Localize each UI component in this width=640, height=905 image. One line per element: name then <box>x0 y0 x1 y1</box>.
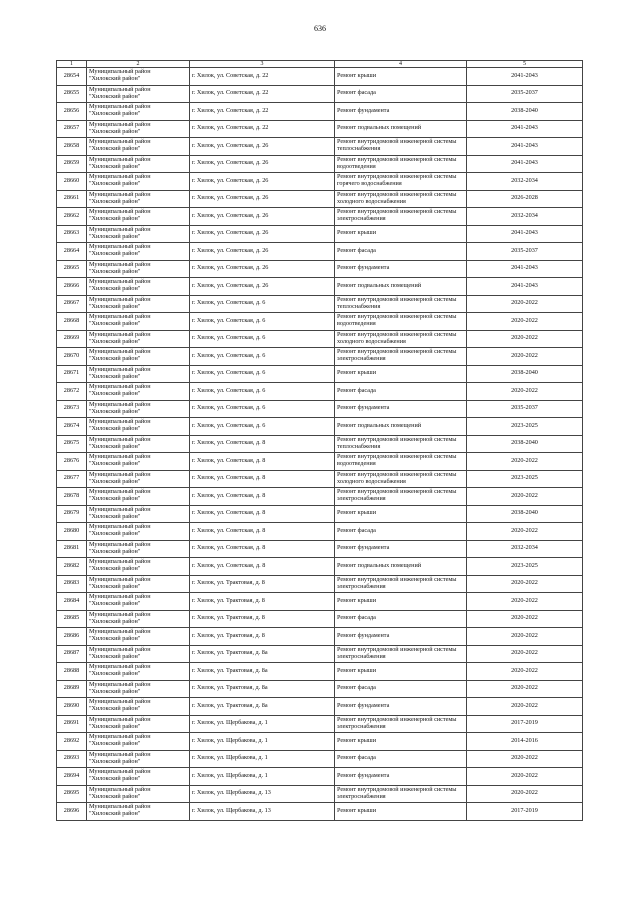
period-cell: 2038-2040 <box>467 435 583 453</box>
address-cell: г. Хилок, ул. Трактовая, д. 8 <box>190 610 335 628</box>
address-cell: г. Хилок, ул. Щербакова, д. 13 <box>190 785 335 803</box>
work-type-cell: Ремонт внутридомовой инженерной системы водоотведения <box>335 155 467 173</box>
address-cell: г. Хилок, ул. Трактовая, д. 8а <box>190 680 335 698</box>
row-number: 28658 <box>57 138 87 156</box>
table-row <box>57 173 583 191</box>
table-row <box>57 453 583 471</box>
period-cell: 2038-2040 <box>467 365 583 383</box>
address-cell: г. Хилок, ул. Советская, д. 6 <box>190 400 335 418</box>
table-row <box>57 523 583 541</box>
address-cell: г. Хилок, ул. Трактовая, д. 8а <box>190 698 335 716</box>
municipality-cell: Муниципальный район "Хилокский район" <box>87 173 190 191</box>
table-row <box>57 85 583 103</box>
work-type-cell: Ремонт внутридомовой инженерной системы водоотведения <box>335 453 467 471</box>
work-type-cell: Ремонт крыши <box>335 663 467 681</box>
municipality-cell: Муниципальный район "Хилокский район" <box>87 120 190 138</box>
work-type-cell: Ремонт фундамента <box>335 400 467 418</box>
table-row <box>57 593 583 611</box>
row-number: 28660 <box>57 173 87 191</box>
work-type-cell: Ремонт внутридомовой инженерной системы электроснабжения <box>335 715 467 733</box>
page-number: 636 <box>314 24 326 33</box>
address-cell: г. Хилок, ул. Трактовая, д. 8а <box>190 663 335 681</box>
row-number: 28693 <box>57 750 87 768</box>
municipality-cell: Муниципальный район "Хилокский район" <box>87 663 190 681</box>
work-type-cell: Ремонт фасада <box>335 85 467 103</box>
period-cell: 2035-2037 <box>467 400 583 418</box>
row-number: 28674 <box>57 418 87 436</box>
municipality-cell: Муниципальный район "Хилокский район" <box>87 645 190 663</box>
address-cell: г. Хилок, ул. Трактовая, д. 8 <box>190 593 335 611</box>
municipality-cell: Муниципальный район "Хилокский район" <box>87 418 190 436</box>
row-number: 28684 <box>57 593 87 611</box>
municipality-cell: Муниципальный район "Хилокский район" <box>87 225 190 243</box>
work-type-cell: Ремонт фасада <box>335 243 467 261</box>
municipality-cell: Муниципальный район "Хилокский район" <box>87 628 190 646</box>
work-type-cell: Ремонт крыши <box>335 505 467 523</box>
address-cell: г. Хилок, ул. Советская, д. 6 <box>190 295 335 313</box>
work-type-cell: Ремонт фундамента <box>335 540 467 558</box>
period-cell: 2020-2022 <box>467 628 583 646</box>
work-type-cell: Ремонт крыши <box>335 68 467 86</box>
row-number: 28689 <box>57 680 87 698</box>
address-cell: г. Хилок, ул. Советская, д. 22 <box>190 68 335 86</box>
period-cell: 2017-2019 <box>467 803 583 821</box>
table-row <box>57 225 583 243</box>
work-type-cell: Ремонт крыши <box>335 225 467 243</box>
municipality-cell: Муниципальный район "Хилокский район" <box>87 785 190 803</box>
work-type-cell: Ремонт крыши <box>335 365 467 383</box>
municipality-cell: Муниципальный район "Хилокский район" <box>87 330 190 348</box>
header-row <box>57 61 583 68</box>
municipality-cell: Муниципальный район "Хилокский район" <box>87 540 190 558</box>
work-type-cell: Ремонт внутридомовой инженерной системы электроснабжения <box>335 208 467 226</box>
work-type-cell: Ремонт внутридомовой инженерной системы теплоснабжения <box>335 138 467 156</box>
table-row <box>57 348 583 366</box>
work-type-cell: Ремонт подвальных помещений <box>335 418 467 436</box>
address-cell: г. Хилок, ул. Щербакова, д. 1 <box>190 733 335 751</box>
municipality-cell: Муниципальный район "Хилокский район" <box>87 733 190 751</box>
period-cell: 2032-2034 <box>467 208 583 226</box>
table-row <box>57 120 583 138</box>
table-row <box>57 733 583 751</box>
period-cell: 2020-2022 <box>467 610 583 628</box>
period-cell: 2020-2022 <box>467 663 583 681</box>
row-number: 28663 <box>57 225 87 243</box>
column-header: 5 <box>467 61 583 68</box>
municipality-cell: Муниципальный район "Хилокский район" <box>87 470 190 488</box>
municipality-cell: Муниципальный район "Хилокский район" <box>87 348 190 366</box>
work-type-cell: Ремонт крыши <box>335 803 467 821</box>
table-row <box>57 138 583 156</box>
work-type-cell: Ремонт фасада <box>335 610 467 628</box>
work-type-cell: Ремонт внутридомовой инженерной системы электроснабжения <box>335 348 467 366</box>
row-number: 28668 <box>57 313 87 331</box>
table-row <box>57 750 583 768</box>
table-row <box>57 768 583 786</box>
period-cell: 2038-2040 <box>467 505 583 523</box>
table-row <box>57 190 583 208</box>
address-cell: г. Хилок, ул. Советская, д. 22 <box>190 85 335 103</box>
table-row <box>57 803 583 821</box>
row-number: 28695 <box>57 785 87 803</box>
row-number: 28667 <box>57 295 87 313</box>
table-row <box>57 435 583 453</box>
work-type-cell: Ремонт фасада <box>335 523 467 541</box>
row-number: 28688 <box>57 663 87 681</box>
table-row <box>57 680 583 698</box>
column-header: 3 <box>190 61 335 68</box>
address-cell: г. Хилок, ул. Советская, д. 26 <box>190 190 335 208</box>
table-row <box>57 715 583 733</box>
period-cell: 2032-2034 <box>467 540 583 558</box>
row-number: 28672 <box>57 383 87 401</box>
row-number: 28677 <box>57 470 87 488</box>
work-type-cell: Ремонт фасада <box>335 750 467 768</box>
municipality-cell: Муниципальный район "Хилокский район" <box>87 488 190 506</box>
work-type-cell: Ремонт подвальных помещений <box>335 278 467 296</box>
row-number: 28662 <box>57 208 87 226</box>
address-cell: г. Хилок, ул. Советская, д. 8 <box>190 558 335 576</box>
row-number: 28661 <box>57 190 87 208</box>
table-row <box>57 68 583 86</box>
table-row <box>57 295 583 313</box>
municipality-cell: Муниципальный район "Хилокский район" <box>87 768 190 786</box>
table-row <box>57 540 583 558</box>
table-row <box>57 383 583 401</box>
work-type-cell: Ремонт внутридомовой инженерной системы электроснабжения <box>335 645 467 663</box>
address-cell: г. Хилок, ул. Советская, д. 8 <box>190 540 335 558</box>
work-type-cell: Ремонт фундамента <box>335 628 467 646</box>
period-cell: 2020-2022 <box>467 575 583 593</box>
work-type-cell: Ремонт внутридомовой инженерной системы электроснабжения <box>335 488 467 506</box>
table-row <box>57 365 583 383</box>
period-cell: 2041-2043 <box>467 155 583 173</box>
municipality-cell: Муниципальный район "Хилокский район" <box>87 750 190 768</box>
row-number: 28655 <box>57 85 87 103</box>
work-type-cell: Ремонт внутридомовой инженерной системы водоотведения <box>335 313 467 331</box>
period-cell: 2038-2040 <box>467 103 583 121</box>
work-type-cell: Ремонт фасада <box>335 680 467 698</box>
period-cell: 2041-2043 <box>467 120 583 138</box>
table-row <box>57 785 583 803</box>
address-cell: г. Хилок, ул. Щербакова, д. 1 <box>190 768 335 786</box>
period-cell: 2020-2022 <box>467 295 583 313</box>
address-cell: г. Хилок, ул. Советская, д. 8 <box>190 470 335 488</box>
row-number: 28665 <box>57 260 87 278</box>
period-cell: 2020-2022 <box>467 523 583 541</box>
work-type-cell: Ремонт фундамента <box>335 698 467 716</box>
row-number: 28691 <box>57 715 87 733</box>
municipality-cell: Муниципальный район "Хилокский район" <box>87 138 190 156</box>
municipality-cell: Муниципальный район "Хилокский район" <box>87 190 190 208</box>
table-row <box>57 558 583 576</box>
municipality-cell: Муниципальный район "Хилокский район" <box>87 575 190 593</box>
row-number: 28656 <box>57 103 87 121</box>
municipality-cell: Муниципальный район "Хилокский район" <box>87 155 190 173</box>
table-row <box>57 645 583 663</box>
period-cell: 2020-2022 <box>467 453 583 471</box>
address-cell: г. Хилок, ул. Трактовая, д. 8 <box>190 628 335 646</box>
table-row <box>57 103 583 121</box>
address-cell: г. Хилок, ул. Советская, д. 6 <box>190 418 335 436</box>
row-number: 28680 <box>57 523 87 541</box>
address-cell: г. Хилок, ул. Советская, д. 26 <box>190 138 335 156</box>
table-row <box>57 698 583 716</box>
row-number: 28682 <box>57 558 87 576</box>
address-cell: г. Хилок, ул. Трактовая, д. 8а <box>190 645 335 663</box>
municipality-cell: Муниципальный район "Хилокский район" <box>87 593 190 611</box>
table-row <box>57 610 583 628</box>
period-cell: 2041-2043 <box>467 68 583 86</box>
municipality-cell: Муниципальный район "Хилокский район" <box>87 558 190 576</box>
address-cell: г. Хилок, ул. Советская, д. 8 <box>190 488 335 506</box>
municipality-cell: Муниципальный район "Хилокский район" <box>87 610 190 628</box>
row-number: 28664 <box>57 243 87 261</box>
municipality-cell: Муниципальный район "Хилокский район" <box>87 85 190 103</box>
municipality-cell: Муниципальный район "Хилокский район" <box>87 103 190 121</box>
table-row <box>57 418 583 436</box>
row-number: 28681 <box>57 540 87 558</box>
register-table <box>56 60 583 821</box>
row-number: 28666 <box>57 278 87 296</box>
table-row <box>57 575 583 593</box>
municipality-cell: Муниципальный район "Хилокский район" <box>87 295 190 313</box>
period-cell: 2041-2043 <box>467 225 583 243</box>
table-header <box>57 61 583 68</box>
municipality-cell: Муниципальный район "Хилокский район" <box>87 383 190 401</box>
work-type-cell: Ремонт фасада <box>335 383 467 401</box>
work-type-cell: Ремонт внутридомовой инженерной системы холодного водоснабжения <box>335 190 467 208</box>
row-number: 28687 <box>57 645 87 663</box>
municipality-cell: Муниципальный район "Хилокский район" <box>87 260 190 278</box>
work-type-cell: Ремонт фундамента <box>335 768 467 786</box>
period-cell: 2026-2028 <box>467 190 583 208</box>
address-cell: г. Хилок, ул. Советская, д. 26 <box>190 278 335 296</box>
address-cell: г. Хилок, ул. Советская, д. 8 <box>190 435 335 453</box>
address-cell: г. Хилок, ул. Советская, д. 8 <box>190 453 335 471</box>
period-cell: 2035-2037 <box>467 243 583 261</box>
period-cell: 2020-2022 <box>467 313 583 331</box>
work-type-cell: Ремонт фундамента <box>335 103 467 121</box>
period-cell: 2041-2043 <box>467 260 583 278</box>
row-number: 28685 <box>57 610 87 628</box>
work-type-cell: Ремонт внутридомовой инженерной системы горячего водоснабжения <box>335 173 467 191</box>
address-cell: г. Хилок, ул. Советская, д. 26 <box>190 260 335 278</box>
work-type-cell: Ремонт внутридомовой инженерной системы теплоснабжения <box>335 295 467 313</box>
period-cell: 2020-2022 <box>467 785 583 803</box>
work-type-cell: Ремонт внутридомовой инженерной системы электроснабжения <box>335 785 467 803</box>
table-row <box>57 663 583 681</box>
table-row <box>57 400 583 418</box>
row-number: 28678 <box>57 488 87 506</box>
period-cell: 2020-2022 <box>467 348 583 366</box>
table-row <box>57 488 583 506</box>
row-number: 28683 <box>57 575 87 593</box>
row-number: 28694 <box>57 768 87 786</box>
period-cell: 2020-2022 <box>467 750 583 768</box>
row-number: 28692 <box>57 733 87 751</box>
period-cell: 2014-2016 <box>467 733 583 751</box>
work-type-cell: Ремонт внутридомовой инженерной системы электроснабжения <box>335 575 467 593</box>
municipality-cell: Муниципальный район "Хилокский район" <box>87 68 190 86</box>
row-number: 28696 <box>57 803 87 821</box>
address-cell: г. Хилок, ул. Советская, д. 26 <box>190 225 335 243</box>
address-cell: г. Хилок, ул. Советская, д. 26 <box>190 155 335 173</box>
row-number: 28673 <box>57 400 87 418</box>
municipality-cell: Муниципальный район "Хилокский район" <box>87 313 190 331</box>
municipality-cell: Муниципальный район "Хилокский район" <box>87 435 190 453</box>
municipality-cell: Муниципальный район "Хилокский район" <box>87 453 190 471</box>
column-header: 1 <box>57 61 87 68</box>
address-cell: г. Хилок, ул. Советская, д. 6 <box>190 313 335 331</box>
work-type-cell: Ремонт внутридомовой инженерной системы теплоснабжения <box>335 435 467 453</box>
address-cell: г. Хилок, ул. Советская, д. 26 <box>190 173 335 191</box>
period-cell: 2023-2025 <box>467 558 583 576</box>
row-number: 28657 <box>57 120 87 138</box>
municipality-cell: Муниципальный район "Хилокский район" <box>87 278 190 296</box>
column-header: 4 <box>335 61 467 68</box>
row-number: 28675 <box>57 435 87 453</box>
row-number: 28679 <box>57 505 87 523</box>
table-row <box>57 330 583 348</box>
table-row <box>57 243 583 261</box>
municipality-cell: Муниципальный район "Хилокский район" <box>87 680 190 698</box>
municipality-cell: Муниципальный район "Хилокский район" <box>87 523 190 541</box>
work-type-cell: Ремонт внутридомовой инженерной системы холодного водоснабжения <box>335 470 467 488</box>
work-type-cell: Ремонт подвальных помещений <box>335 120 467 138</box>
column-header: 2 <box>87 61 190 68</box>
table-row <box>57 208 583 226</box>
work-type-cell: Ремонт внутридомовой инженерной системы холодного водоснабжения <box>335 330 467 348</box>
period-cell: 2020-2022 <box>467 383 583 401</box>
period-cell: 2020-2022 <box>467 680 583 698</box>
municipality-cell: Муниципальный район "Хилокский район" <box>87 365 190 383</box>
address-cell: г. Хилок, ул. Советская, д. 6 <box>190 365 335 383</box>
address-cell: г. Хилок, ул. Советская, д. 6 <box>190 348 335 366</box>
period-cell: 2020-2022 <box>467 488 583 506</box>
row-number: 28670 <box>57 348 87 366</box>
period-cell: 2023-2025 <box>467 470 583 488</box>
period-cell: 2020-2022 <box>467 330 583 348</box>
municipality-cell: Муниципальный район "Хилокский район" <box>87 715 190 733</box>
work-type-cell: Ремонт фундамента <box>335 260 467 278</box>
address-cell: г. Хилок, ул. Советская, д. 8 <box>190 505 335 523</box>
address-cell: г. Хилок, ул. Советская, д. 26 <box>190 243 335 261</box>
work-type-cell: Ремонт крыши <box>335 733 467 751</box>
address-cell: г. Хилок, ул. Советская, д. 8 <box>190 523 335 541</box>
row-number: 28690 <box>57 698 87 716</box>
table-row <box>57 313 583 331</box>
period-cell: 2032-2034 <box>467 173 583 191</box>
period-cell: 2017-2019 <box>467 715 583 733</box>
table-row <box>57 470 583 488</box>
period-cell: 2041-2043 <box>467 138 583 156</box>
period-cell: 2023-2025 <box>467 418 583 436</box>
table-body <box>57 68 583 821</box>
table-row <box>57 260 583 278</box>
row-number: 28686 <box>57 628 87 646</box>
address-cell: г. Хилок, ул. Советская, д. 6 <box>190 383 335 401</box>
table-row <box>57 278 583 296</box>
row-number: 28659 <box>57 155 87 173</box>
row-number: 28669 <box>57 330 87 348</box>
address-cell: г. Хилок, ул. Советская, д. 22 <box>190 120 335 138</box>
table-row <box>57 628 583 646</box>
work-type-cell: Ремонт подвальных помещений <box>335 558 467 576</box>
address-cell: г. Хилок, ул. Щербакова, д. 1 <box>190 715 335 733</box>
municipality-cell: Муниципальный район "Хилокский район" <box>87 243 190 261</box>
address-cell: г. Хилок, ул. Щербакова, д. 1 <box>190 750 335 768</box>
row-number: 28671 <box>57 365 87 383</box>
table-row <box>57 155 583 173</box>
period-cell: 2020-2022 <box>467 698 583 716</box>
work-type-cell: Ремонт крыши <box>335 593 467 611</box>
address-cell: г. Хилок, ул. Советская, д. 26 <box>190 208 335 226</box>
period-cell: 2041-2043 <box>467 278 583 296</box>
municipality-cell: Муниципальный район "Хилокский район" <box>87 803 190 821</box>
period-cell: 2020-2022 <box>467 593 583 611</box>
period-cell: 2020-2022 <box>467 768 583 786</box>
period-cell: 2035-2037 <box>467 85 583 103</box>
municipality-cell: Муниципальный район "Хилокский район" <box>87 208 190 226</box>
municipality-cell: Муниципальный район "Хилокский район" <box>87 698 190 716</box>
row-number: 28676 <box>57 453 87 471</box>
address-cell: г. Хилок, ул. Щербакова, д. 13 <box>190 803 335 821</box>
municipality-cell: Муниципальный район "Хилокский район" <box>87 505 190 523</box>
address-cell: г. Хилок, ул. Трактовая, д. 8 <box>190 575 335 593</box>
address-cell: г. Хилок, ул. Советская, д. 22 <box>190 103 335 121</box>
table-row <box>57 505 583 523</box>
municipality-cell: Муниципальный район "Хилокский район" <box>87 400 190 418</box>
address-cell: г. Хилок, ул. Советская, д. 6 <box>190 330 335 348</box>
period-cell: 2020-2022 <box>467 645 583 663</box>
row-number: 28654 <box>57 68 87 86</box>
